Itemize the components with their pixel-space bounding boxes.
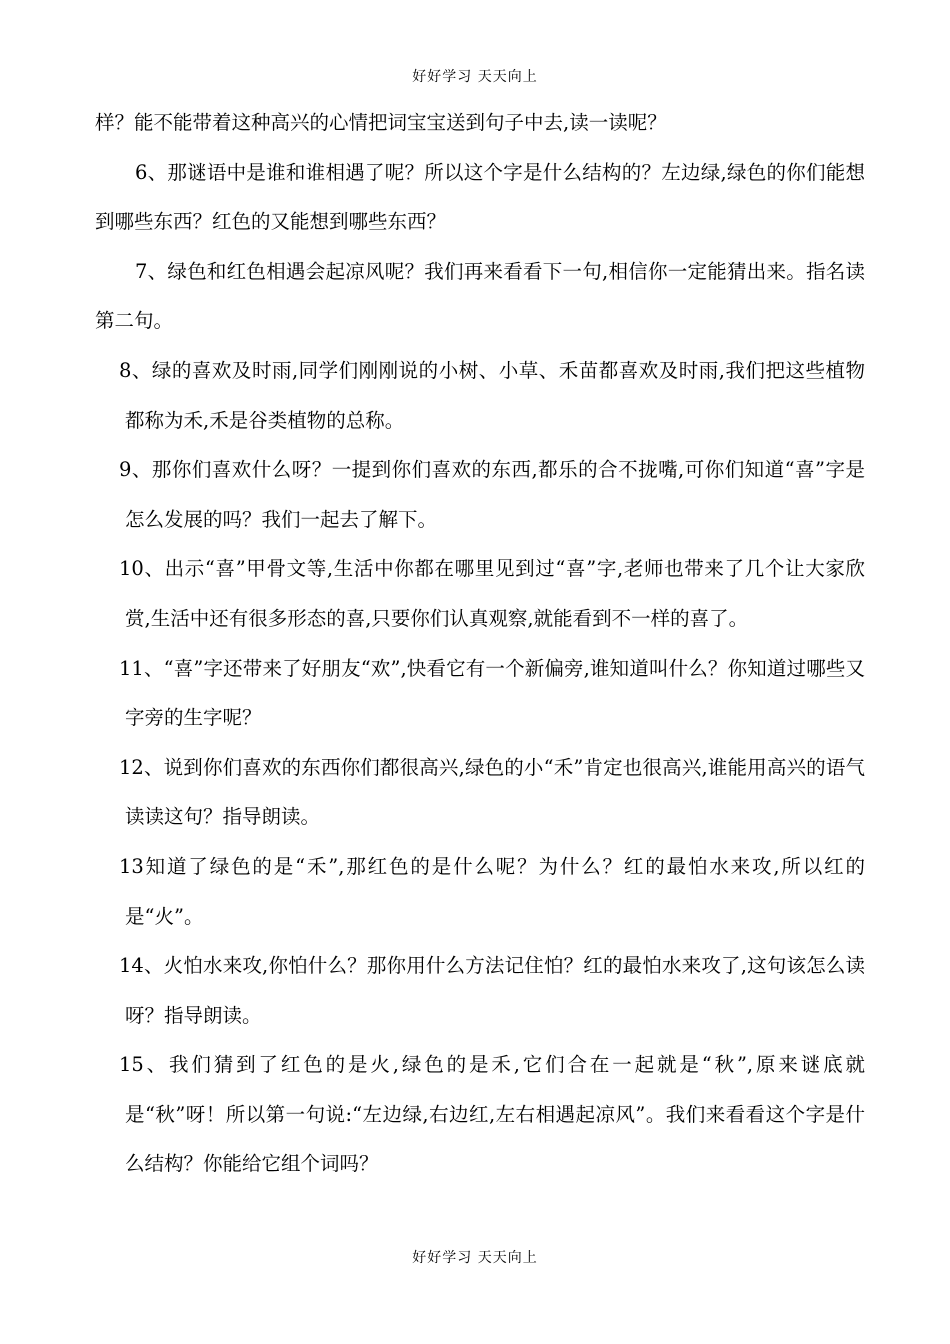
paragraph-continuation: 样？能不能带着这种高兴的心情把词宝宝送到句子中去,读一读呢？ bbox=[95, 111, 667, 134]
paragraph-7: 7、绿色和红色相遇会起凉风呢？我们再来看看下一句,相信你一定能猜出来。指名读第二句。 bbox=[95, 259, 865, 333]
paragraph-6: 6、那谜语中是谁和谁相遇了呢？所以这个字是什么结构的？左边绿,绿色的你们能想到哪些东西？红色的又能想到哪些东西？ bbox=[95, 160, 865, 234]
paragraph-11: 11、“喜”字还带来了好朋友“欢”,快看它有一个新偏旁,谁知道叫什么？你知道过哪些又字旁的生字呢？ bbox=[119, 656, 865, 730]
paragraph-13: 13知道了绿色的是“禾”,那红色的是什么呢？为什么？红的最怕水来攻,所以红的是“火”。 bbox=[119, 854, 865, 928]
paragraph-9: 9、那你们喜欢什么呀？一提到你们喜欢的东西,都乐的合不拢嘴,可你们知道“喜”字是怎么发展的吗？我们一起去了解下。 bbox=[119, 458, 865, 531]
paragraph-8: 8、绿的喜欢及时雨,同学们刚刚说的小树、小草、禾苗都喜欢及时雨,我们把这些植物都称为禾,禾是谷类植物的总称。 bbox=[119, 358, 865, 432]
paragraph-15: 15、我们猜到了红色的是火,绿色的是禾,它们合在一起就是“秋”,原来谜底就是“秋”呀！所以第一句说:“左边绿,右边红,左右相遇起凉风”。我们来看看这个字是什么结构？你能给它组个词吗？ bbox=[119, 1053, 865, 1176]
paragraph-14: 14、火怕水来攻,你怕什么？那你用什么方法记住怕？红的最怕水来攻了,这句该怎么读呀？指导朗读。 bbox=[119, 954, 865, 1027]
document-body bbox=[95, 98, 865, 1189]
paragraph-10: 10、出示“喜”甲骨文等,生活中你都在哪里见到过“喜”字,老师也带来了几个让大家欣赏,生活中还有很多形态的喜,只要你们认真观察,就能看到不一样的喜了。 bbox=[119, 557, 865, 630]
page-header: 好好学习 天天向上 bbox=[412, 69, 538, 85]
paragraph-12: 12、说到你们喜欢的东西你们都很高兴,绿色的小“禾”肯定也很高兴,谁能用高兴的语气读读这句？指导朗读。 bbox=[119, 755, 865, 829]
page-footer: 好好学习 天天向上 bbox=[412, 1250, 538, 1266]
